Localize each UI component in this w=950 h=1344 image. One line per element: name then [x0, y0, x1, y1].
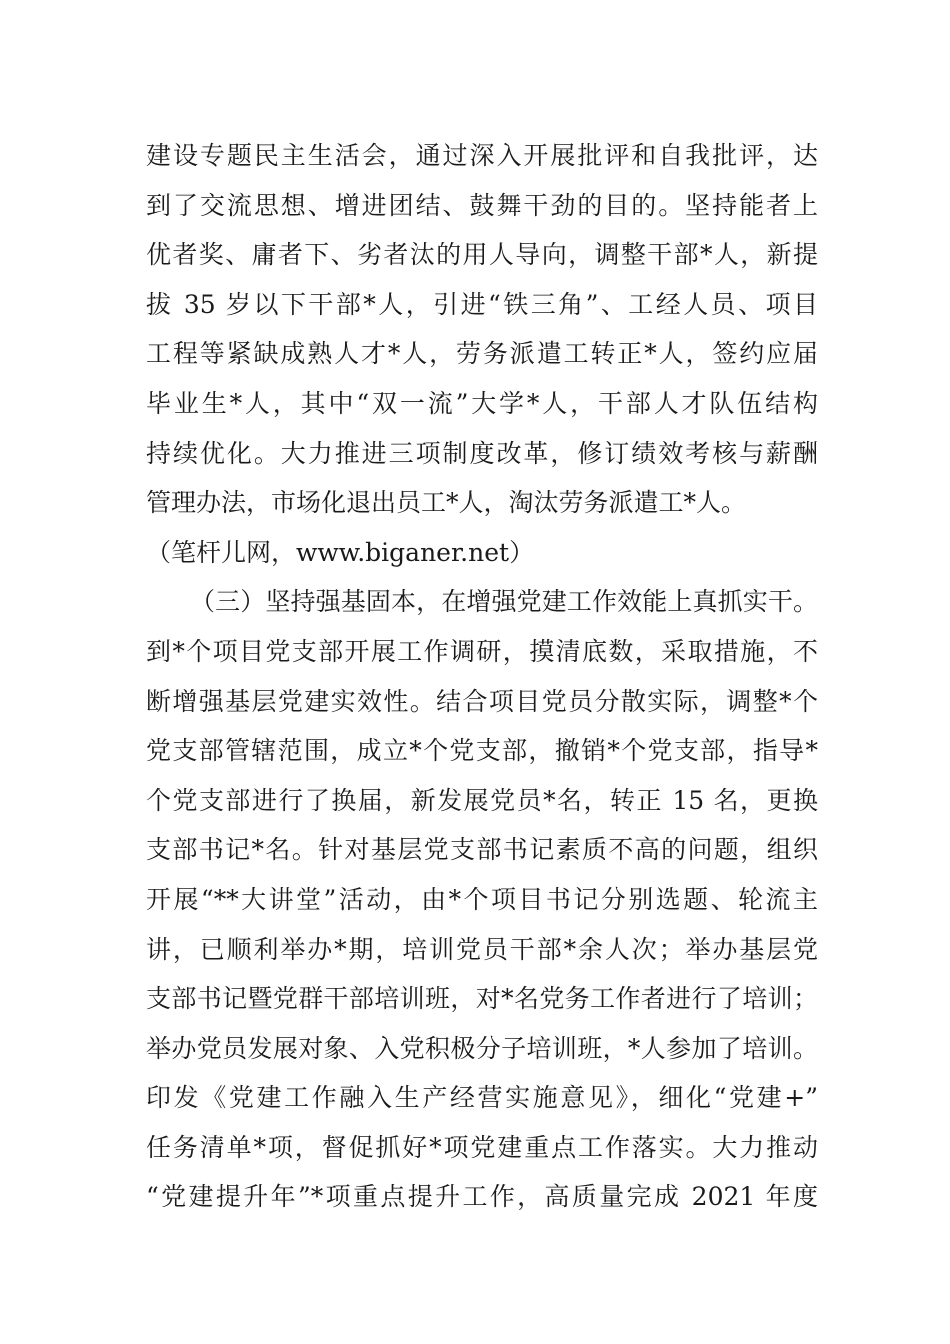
text-line-3: 优者奖、庸者下、劣者汰的用人导向，调整干部*人，新提: [146, 240, 818, 270]
text-line-15: 支部书记*名。针对基层党支部书记素质不高的问题，组织: [146, 835, 818, 865]
text-line-13: 党支部管辖范围，成立*个党支部，撤销*个党支部，指导*: [146, 736, 818, 766]
text-line-1: 建设专题民主生活会，通过深入开展批评和自我批评，达: [146, 141, 818, 170]
text-line-11: 到*个项目党支部开展工作调研，摸清底数，采取措施，不: [146, 636, 818, 666]
text-line-5: 工程等紧缺成熟人才*人，劳务派遣工转正*人，签约应届: [146, 339, 818, 369]
text-line-12: 断增强基层党建实效性。结合项目党员分散实际，调整*个: [146, 686, 818, 716]
text-line-18: 支部书记暨党群干部培训班，对*名党务工作者进行了培训；: [146, 984, 818, 1014]
section-heading-line: （三）坚持强基固本，在增强党建工作效能上真抓实干。: [190, 587, 818, 617]
text-line-6: 毕业生*人，其中“双一流”大学*人，干部人才队伍结构: [146, 388, 818, 418]
text-line-22: “党建提升年”*项重点提升工作，高质量完成 2021 年度: [146, 1182, 818, 1212]
text-line-19: 举办党员发展对象、入党积极分子培训班，*人参加了培训。: [146, 1033, 818, 1063]
text-line-4: 拔 35 岁以下干部*人，引进“铁三角”、工经人员、项目: [146, 289, 818, 319]
text-line-8: 管理办法，市场化退出员工*人，淘汰劳务派遣工*人。: [146, 488, 747, 518]
text-line-21: 任务清单*项，督促抓好*项党建重点工作落实。大力推动: [146, 1132, 818, 1162]
text-line-7: 持续优化。大力推进三项制度改革，修订绩效考核与薪酬: [146, 438, 818, 468]
text-line-17: 讲，已顺利举办*期，培训党员干部*余人次；举办基层党: [146, 934, 818, 964]
text-line-20: 印发《党建工作融入生产经营实施意见》，细化“党建+”: [146, 1083, 818, 1113]
text-line-2: 到了交流思想、增进团结、鼓舞干劲的目的。坚持能者上: [146, 190, 818, 220]
document-body: [146, 131, 818, 1222]
text-line-14: 个党支部进行了换届，新发展党员*名，转正 15 名，更换: [146, 785, 818, 815]
text-line-16: 开展“**大讲堂”活动，由*个项目书记分别选题、轮流主: [146, 884, 818, 914]
source-note-line: （笔杆儿网，www.biganer.net）: [146, 537, 535, 567]
